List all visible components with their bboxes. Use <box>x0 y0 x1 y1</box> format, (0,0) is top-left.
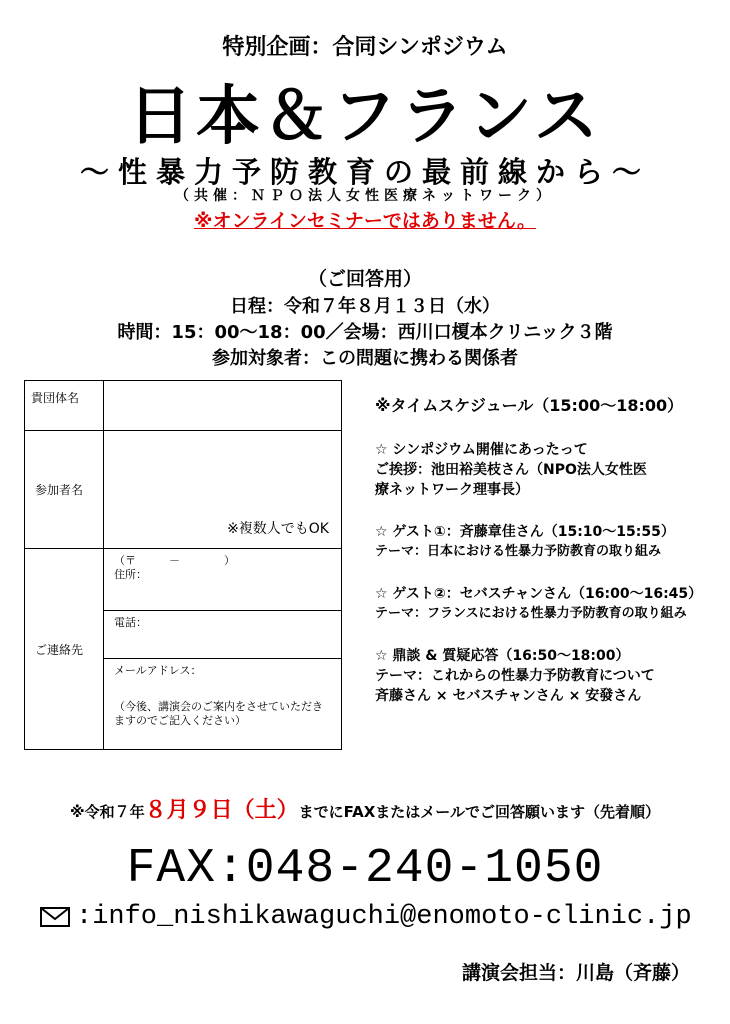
schedule-item-guest1 <box>375 522 715 562</box>
event-target: 参加対象者：この問題に携わる関係者 <box>212 348 518 369</box>
email-label: メールアドレス： <box>114 664 202 677</box>
contact-person: 講演会担当：川島（斉藤） <box>461 962 690 984</box>
envelope-icon <box>40 907 70 927</box>
reply-form <box>24 380 342 750</box>
page-title: 日本＆フランス <box>127 79 603 154</box>
email-cell[interactable] <box>104 659 342 750</box>
reply-label: （ご回答用） <box>307 268 422 290</box>
schedule-line: テーマ：フランスにおける性暴力予防教育の取り組み <box>375 606 687 621</box>
address-label: 住所： <box>114 568 147 581</box>
postal-code-field: （〒 － ） <box>114 554 235 567</box>
schedule-line: テーマ：日本における性暴力予防教育の取り組み <box>375 544 662 559</box>
theme-subtitle: ～性暴力予防教育の最前線から～ <box>79 155 650 189</box>
schedule-line: 斉藤さん × セバスチャンさん × 安發さん <box>375 688 642 704</box>
special-heading: 特別企画：合同シンポジウム <box>222 35 508 60</box>
email-note: （今後、講演会のご案内をさせていただきますのでご記入ください） <box>114 700 323 727</box>
contact-label: ご連絡先 <box>35 642 84 657</box>
event-date: 日程：令和７年８月１３日（水） <box>230 296 500 317</box>
schedule-line: 療ネットワーク理事長） <box>375 482 529 498</box>
schedule-line: テーマ：これからの性暴力予防教育について <box>375 668 655 684</box>
contact-label-cell <box>25 549 104 750</box>
email-row <box>40 902 720 932</box>
email-address[interactable]: :info_nishikawaguchi@enomoto-clinic.jp <box>76 902 692 932</box>
fax-number: FAX:048-240-1050 <box>126 842 604 896</box>
org-label: 貴団体名 <box>31 391 80 405</box>
online-notice: ※オンラインセミナーではありません。 <box>193 210 537 232</box>
schedule-item-discussion <box>375 646 715 706</box>
deadline-suffix: までにFAXまたはメールでご回答願います（先着順） <box>298 803 660 821</box>
schedule-heading: ※タイムスケジュール（15:00～18:00） <box>375 396 684 415</box>
address-cell[interactable] <box>104 549 342 611</box>
schedule-line: ☆ ゲスト②：セバスチャンさん（16:00～16:45） <box>375 586 703 602</box>
time-schedule <box>375 396 715 728</box>
org-input-cell[interactable] <box>104 381 342 431</box>
event-time-venue: 時間：15：00～18：00／会場：西川口榎本クリニック３階 <box>117 322 613 343</box>
schedule-line: ☆ 鼎談 & 質疑応答（16:50～18:00） <box>375 648 630 664</box>
schedule-line: ☆ シンポジウム開催にあったって <box>375 442 588 458</box>
phone-label: 電話： <box>114 616 147 629</box>
phone-cell[interactable] <box>104 611 342 659</box>
schedule-line: ☆ ゲスト①：斉藤章佳さん（15:10～15:55） <box>375 524 675 540</box>
deadline-line <box>0 793 730 824</box>
participant-input-cell[interactable] <box>104 431 342 549</box>
schedule-item-guest2 <box>375 584 715 624</box>
participant-label-cell <box>25 431 104 549</box>
org-label-cell <box>25 381 104 431</box>
deadline-prefix: ※令和７年 <box>69 803 145 821</box>
cohost-line: （共催：ＮＰＯ法人女性医療ネットワーク） <box>175 188 555 204</box>
participant-label: 参加者名 <box>35 483 84 497</box>
deadline-date: ８月９日（土） <box>144 798 299 823</box>
multiple-note: ※複数人でもOK <box>227 521 329 537</box>
schedule-item-opening <box>375 440 715 500</box>
schedule-line: ご挨拶：池田裕美枝さん（NPO法人女性医 <box>375 462 647 478</box>
